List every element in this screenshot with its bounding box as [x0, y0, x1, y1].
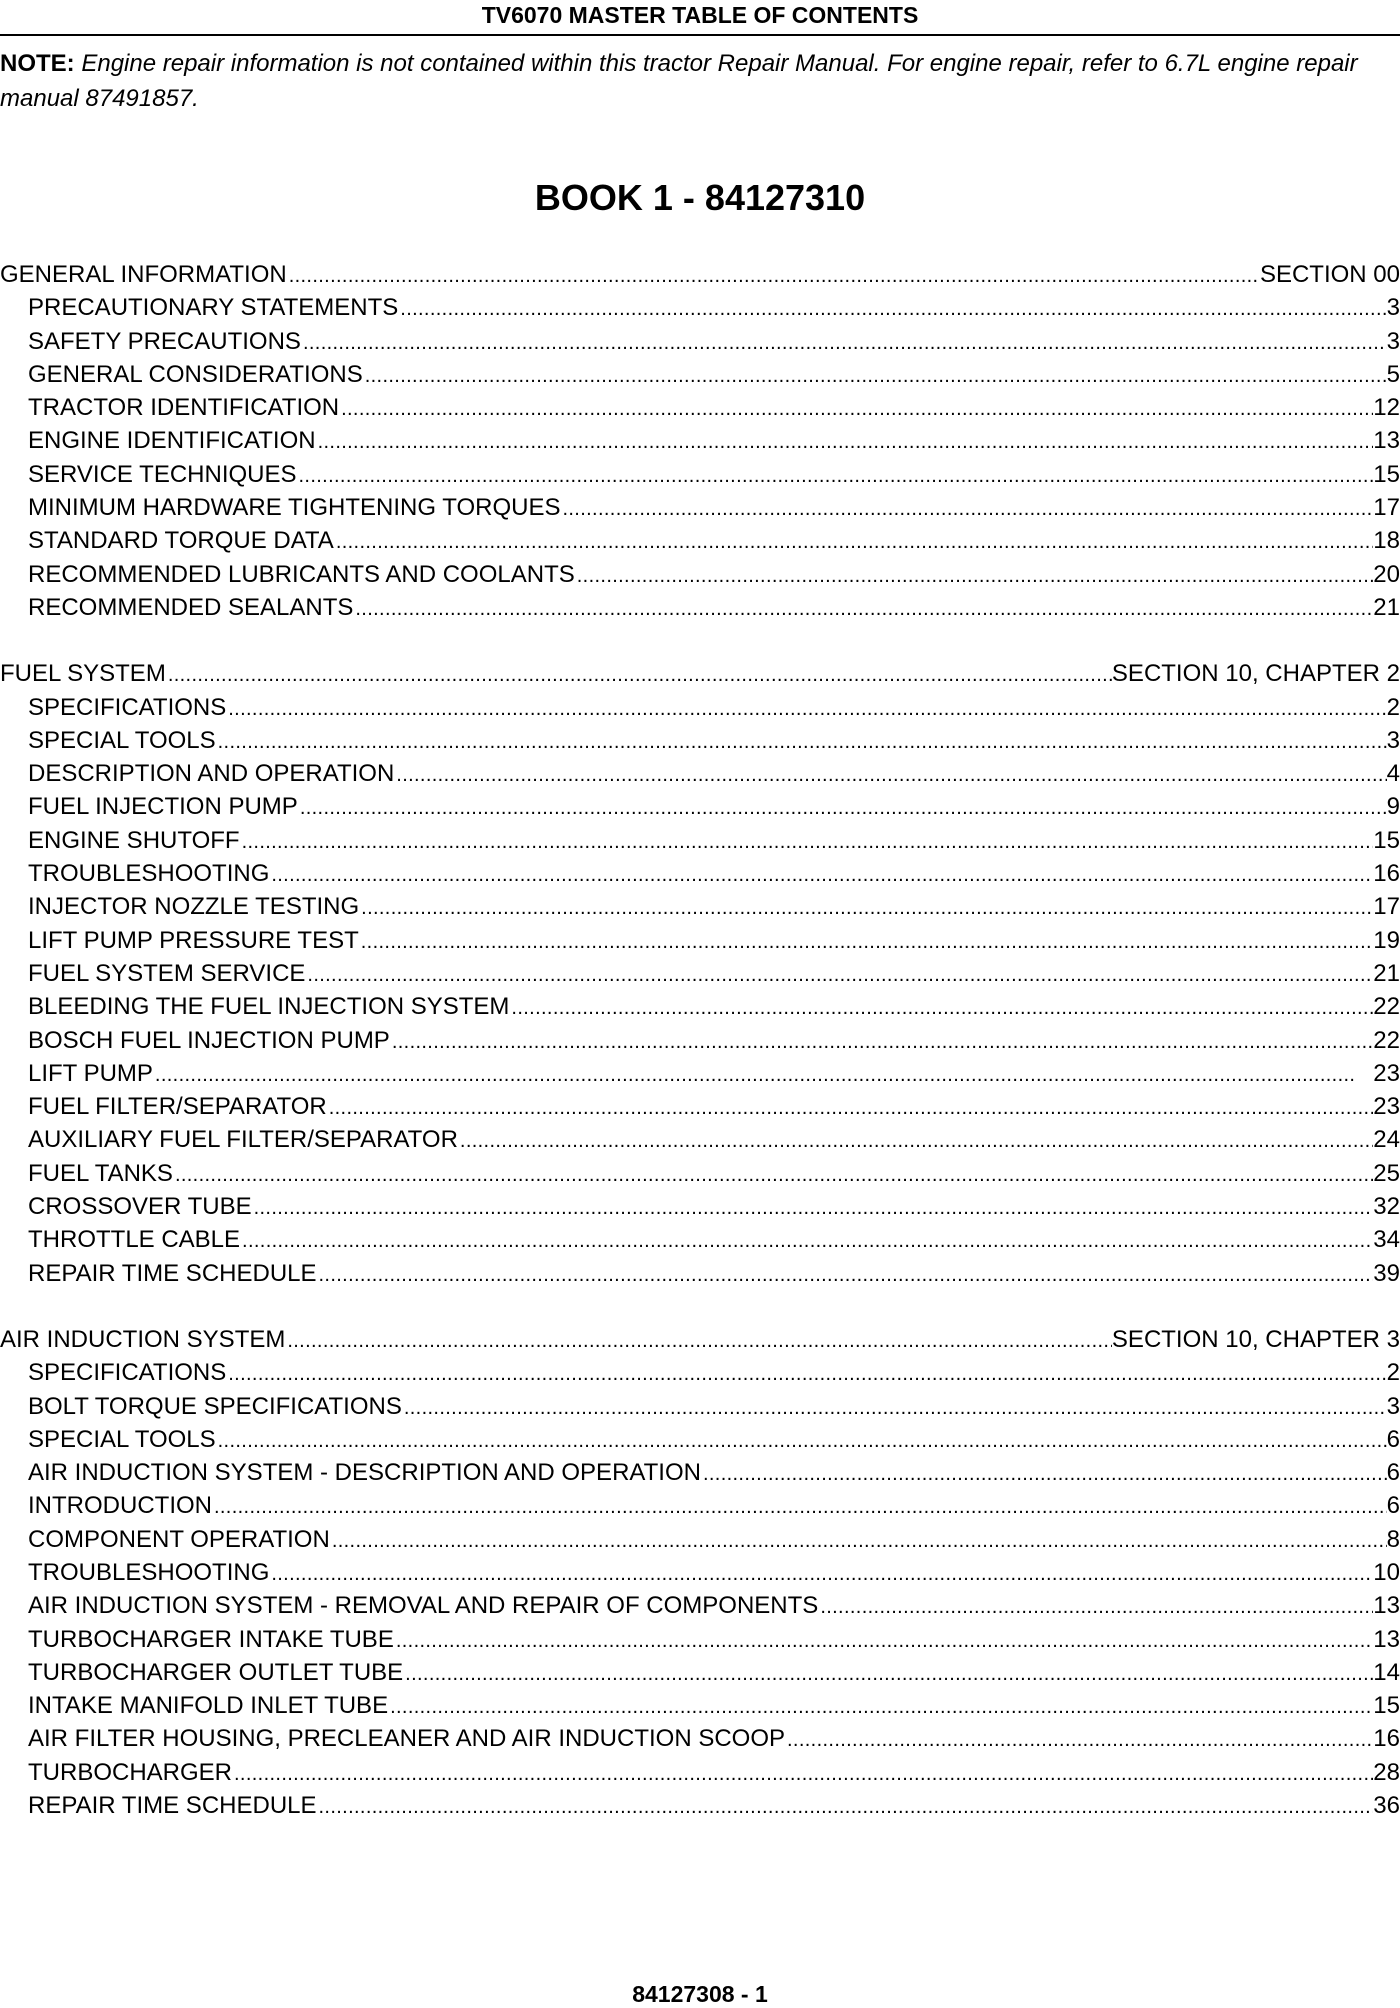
toc-entry-label: ENGINE IDENTIFICATION — [28, 427, 316, 455]
toc-leader-dots — [226, 691, 1386, 726]
toc-entry[interactable] — [0, 1057, 1400, 1090]
toc-leader-dots — [560, 491, 1373, 526]
toc-section-title: AIR INDUCTION SYSTEM — [0, 1325, 286, 1353]
toc-entry-label: AIR INDUCTION SYSTEM - DESCRIPTION AND OPERATION — [28, 1459, 701, 1487]
toc-leader-dots — [330, 1523, 1387, 1558]
toc-entry[interactable] — [0, 990, 1400, 1023]
toc-entry[interactable] — [0, 1123, 1400, 1156]
toc-entry-page: 6 — [1386, 1425, 1400, 1453]
toc-entry-page: 16 — [1373, 860, 1400, 888]
toc-entry[interactable] — [0, 1689, 1400, 1722]
toc-entry[interactable] — [0, 1523, 1400, 1556]
toc-entry[interactable] — [0, 391, 1400, 424]
toc-leader-dots — [353, 591, 1373, 626]
toc-section-ref: SECTION 10, CHAPTER 2 — [1111, 660, 1400, 688]
toc-entry-page: 3 — [1386, 726, 1400, 754]
toc-leader-dots — [301, 325, 1387, 360]
toc-entry[interactable] — [0, 1589, 1400, 1622]
toc-entry-page: 15 — [1373, 826, 1400, 854]
toc-section-ref: SECTION 10, CHAPTER 3 — [1111, 1325, 1400, 1353]
toc-entry[interactable] — [0, 724, 1400, 757]
toc-entry-label: SERVICE TECHNIQUES — [28, 460, 297, 488]
toc-entry[interactable] — [0, 1456, 1400, 1489]
toc-leader-dots — [226, 1356, 1386, 1391]
toc-entry-page: 13 — [1373, 1625, 1400, 1653]
toc-entry-page: 10 — [1373, 1558, 1400, 1586]
toc-entry[interactable] — [0, 957, 1400, 990]
toc-entry[interactable] — [0, 757, 1400, 790]
toc-entry-label: GENERAL CONSIDERATIONS — [28, 360, 363, 388]
toc-leader-dots — [458, 1123, 1373, 1158]
toc-entry-label: BOSCH FUEL INJECTION PUMP — [28, 1026, 390, 1054]
toc-entry-page: 15 — [1373, 1692, 1400, 1720]
toc-entry[interactable] — [0, 591, 1400, 624]
toc-entry[interactable] — [0, 1024, 1400, 1057]
toc-entry-label: CROSSOVER TUBE — [28, 1193, 252, 1221]
toc-entry[interactable] — [0, 924, 1400, 957]
toc-entry-label: INTRODUCTION — [28, 1492, 212, 1520]
toc-leader-dots — [305, 957, 1373, 992]
page-title: TV6070 MASTER TABLE OF CONTENTS — [481, 2, 919, 28]
toc-entry-label: BOLT TORQUE SPECIFICATIONS — [28, 1392, 402, 1420]
toc-leader-dots — [316, 424, 1374, 459]
toc-section-title: GENERAL INFORMATION — [0, 261, 287, 288]
toc-entry[interactable] — [0, 1722, 1400, 1755]
toc-entry-label: INJECTOR NOZZLE TESTING — [28, 893, 360, 921]
toc-entry-page: 19 — [1373, 926, 1400, 954]
toc-entry[interactable] — [0, 890, 1400, 923]
toc-leader-dots — [173, 1157, 1373, 1192]
toc-leader-dots — [818, 1589, 1373, 1624]
toc-entry-label: SPECIAL TOOLS — [28, 726, 216, 754]
toc-leader-dots — [269, 1556, 1373, 1591]
toc-entry[interactable] — [0, 1223, 1400, 1256]
toc-leader-dots — [166, 657, 1112, 692]
toc-entry[interactable] — [0, 291, 1400, 324]
toc-entry-page: 6 — [1386, 1459, 1400, 1487]
toc-entry-label: AIR INDUCTION SYSTEM - REMOVAL AND REPAIR OF COMPONENTS — [28, 1592, 819, 1620]
toc-entry[interactable] — [0, 358, 1400, 391]
table-of-contents — [0, 258, 1400, 1855]
toc-entry-page: 24 — [1373, 1126, 1400, 1154]
toc-entry[interactable] — [0, 1656, 1400, 1689]
toc-entry-page: 13 — [1373, 1592, 1400, 1620]
note-text: Engine repair information is not contained within this tractor Repair Manual. For engine repair, refer to 6.7L engine repair manual 87491857. — [0, 50, 1358, 112]
toc-entry-page: 23 — [1373, 1093, 1400, 1121]
toc-section-title: FUEL SYSTEM — [0, 660, 166, 688]
toc-entry[interactable] — [0, 1789, 1400, 1822]
toc-leader-dots — [216, 724, 1387, 759]
toc-entry-label: SAFETY PRECAUTIONS — [28, 327, 301, 355]
toc-leader-dots — [403, 1656, 1373, 1691]
toc-entry[interactable] — [0, 790, 1400, 823]
toc-leader-dots — [298, 790, 1387, 825]
toc-leader-dots — [388, 1689, 1373, 1724]
toc-entry-label: RECOMMENDED LUBRICANTS AND COOLANTS — [28, 560, 575, 588]
toc-entry-label: FUEL INJECTION PUMP — [28, 793, 298, 821]
note-block — [0, 46, 1400, 116]
toc-leader-dots — [339, 391, 1373, 426]
toc-leader-dots — [390, 1024, 1373, 1059]
toc-entry-label: FUEL SYSTEM SERVICE — [28, 959, 306, 987]
toc-entry-label: STANDARD TORQUE DATA — [28, 527, 334, 555]
toc-leader-dots — [285, 1323, 1112, 1358]
toc-leader-dots — [297, 458, 1374, 493]
toc-entry[interactable] — [0, 424, 1400, 457]
toc-entry-page: 21 — [1373, 593, 1400, 621]
toc-leader-dots — [334, 524, 1373, 559]
toc-entry-page: 22 — [1373, 993, 1400, 1021]
toc-section-heading[interactable] — [0, 657, 1400, 690]
toc-entry[interactable] — [0, 857, 1400, 890]
toc-entry-label: SPECIAL TOOLS — [28, 1425, 216, 1453]
toc-leader-dots — [398, 291, 1386, 326]
toc-entry[interactable] — [0, 691, 1400, 724]
toc-section — [0, 657, 1400, 1290]
toc-entry[interactable] — [0, 1090, 1400, 1123]
toc-entry-label: LIFT PUMP — [28, 1059, 153, 1087]
toc-entry-page: 8 — [1386, 1525, 1400, 1553]
toc-entry[interactable] — [0, 1257, 1400, 1290]
toc-entry-page: 3 — [1386, 294, 1400, 322]
toc-leader-dots — [394, 757, 1386, 792]
toc-leader-dots — [575, 558, 1374, 593]
toc-entry-label: TROUBLESHOOTING — [28, 860, 270, 888]
toc-entry-page: 17 — [1373, 893, 1400, 921]
toc-entry-label: FUEL FILTER/SEPARATOR — [28, 1093, 327, 1121]
toc-leader-dots — [363, 358, 1387, 393]
toc-entry-page: 39 — [1373, 1259, 1400, 1287]
toc-leader-dots — [359, 924, 1374, 959]
toc-leader-dots — [317, 1789, 1374, 1824]
toc-leader-dots — [212, 1489, 1387, 1524]
toc-entry-label: ENGINE SHUTOFF — [28, 826, 240, 854]
toc-entry-label: SPECIFICATIONS — [28, 1359, 227, 1387]
toc-section — [0, 258, 1400, 624]
toc-entry-label: SPECIFICATIONS — [28, 693, 227, 721]
toc-entry-page: 18 — [1373, 527, 1400, 555]
toc-entry[interactable] — [0, 1756, 1400, 1789]
page-footer: 84127308 - 1 — [632, 1981, 768, 2007]
toc-entry-label: MINIMUM HARDWARE TIGHTENING TORQUES — [28, 494, 561, 522]
toc-entry[interactable] — [0, 1623, 1400, 1656]
toc-section-heading[interactable] — [0, 258, 1400, 291]
toc-entry-page: 21 — [1373, 959, 1400, 987]
toc-entry[interactable] — [0, 491, 1400, 524]
toc-leader-dots — [216, 1423, 1387, 1458]
note-label: NOTE: — [0, 50, 75, 77]
toc-entry-page: 3 — [1386, 327, 1400, 355]
toc-entry-label: BLEEDING THE FUEL INJECTION SYSTEM — [28, 993, 510, 1021]
toc-entry[interactable] — [0, 558, 1400, 591]
toc-entry-page: 36 — [1373, 1792, 1400, 1820]
toc-entry-page: 9 — [1386, 793, 1400, 821]
toc-entry[interactable] — [0, 824, 1400, 857]
toc-entry[interactable] — [0, 1556, 1400, 1589]
toc-leader-dots — [317, 1257, 1374, 1292]
toc-entry[interactable] — [0, 1423, 1400, 1456]
toc-entry-page: 17 — [1373, 494, 1400, 522]
toc-leader-dots — [269, 857, 1373, 892]
toc-entry-page: 20 — [1373, 560, 1400, 588]
toc-entry-label: INTAKE MANIFOLD INLET TUBE — [28, 1692, 389, 1720]
toc-entry-page: 2 — [1386, 1359, 1400, 1387]
toc-entry-label: FUEL TANKS — [28, 1159, 173, 1187]
toc-entry[interactable] — [0, 1190, 1400, 1223]
toc-leader-dots — [701, 1456, 1387, 1491]
toc-section-ref: SECTION 00 — [1259, 261, 1400, 288]
toc-leader-dots — [785, 1722, 1373, 1757]
toc-entry-page: 2 — [1386, 693, 1400, 721]
toc-entry-label: PRECAUTIONARY STATEMENTS — [28, 294, 399, 322]
toc-section — [0, 1323, 1400, 1822]
toc-entry-page: 12 — [1373, 394, 1400, 422]
toc-entry-page: 15 — [1373, 460, 1400, 488]
toc-leader-dots — [240, 1223, 1373, 1258]
toc-entry-label: LIFT PUMP PRESSURE TEST — [28, 926, 359, 954]
toc-leader-dots — [153, 1057, 1373, 1092]
toc-entry-label: TROUBLESHOOTING — [28, 1558, 270, 1586]
toc-entry-label: AIR FILTER HOUSING, PRECLEANER AND AIR INDUCTION SCOOP — [28, 1725, 786, 1753]
toc-entry-label: REPAIR TIME SCHEDULE — [28, 1259, 317, 1287]
toc-entry-label: TURBOCHARGER OUTLET TUBE — [28, 1658, 404, 1686]
toc-entry-page: 3 — [1386, 1392, 1400, 1420]
toc-entry-label: RECOMMENDED SEALANTS — [28, 593, 354, 621]
toc-entry-page: 32 — [1373, 1193, 1400, 1221]
toc-entry-label: TURBOCHARGER INTAKE TUBE — [28, 1625, 394, 1653]
toc-entry-page: 23 — [1373, 1059, 1400, 1087]
toc-leader-dots — [394, 1623, 1373, 1658]
toc-entry-page: 4 — [1386, 760, 1400, 788]
toc-entry[interactable] — [0, 458, 1400, 491]
toc-entry[interactable] — [0, 1390, 1400, 1423]
toc-entry-page: 22 — [1373, 1026, 1400, 1054]
toc-entry-label: THROTTLE CABLE — [28, 1226, 241, 1254]
toc-entry-label: TURBOCHARGER — [28, 1758, 233, 1786]
toc-entry-page: 28 — [1373, 1758, 1400, 1786]
toc-leader-dots — [327, 1090, 1374, 1125]
toc-entry[interactable] — [0, 1489, 1400, 1522]
toc-entry[interactable] — [0, 1356, 1400, 1389]
toc-entry-page: 14 — [1373, 1658, 1400, 1686]
toc-entry[interactable] — [0, 524, 1400, 557]
toc-leader-dots — [240, 824, 1374, 859]
toc-leader-dots — [287, 258, 1260, 293]
toc-entry-page: 5 — [1386, 360, 1400, 388]
toc-entry-page: 16 — [1373, 1725, 1400, 1753]
toc-entry-label: AUXILIARY FUEL FILTER/SEPARATOR — [28, 1126, 458, 1154]
toc-entry-page: 13 — [1373, 427, 1400, 455]
toc-leader-dots — [359, 890, 1373, 925]
toc-leader-dots — [232, 1756, 1373, 1791]
toc-leader-dots — [402, 1390, 1387, 1425]
toc-entry-page: 34 — [1373, 1226, 1400, 1254]
toc-entry-label: TRACTOR IDENTIFICATION — [28, 394, 340, 422]
toc-entry-label: REPAIR TIME SCHEDULE — [28, 1792, 317, 1820]
toc-entry-label: DESCRIPTION AND OPERATION — [28, 760, 395, 788]
toc-section-heading[interactable] — [0, 1323, 1400, 1356]
book-title: BOOK 1 - 84127310 — [534, 177, 866, 218]
toc-entry-label: COMPONENT OPERATION — [28, 1525, 330, 1553]
toc-leader-dots — [509, 990, 1373, 1025]
toc-entry[interactable] — [0, 325, 1400, 358]
page-header — [0, 0, 1400, 36]
toc-leader-dots — [252, 1190, 1374, 1225]
toc-entry-page: 25 — [1373, 1159, 1400, 1187]
toc-entry-page: 6 — [1386, 1492, 1400, 1520]
toc-entry[interactable] — [0, 1157, 1400, 1190]
